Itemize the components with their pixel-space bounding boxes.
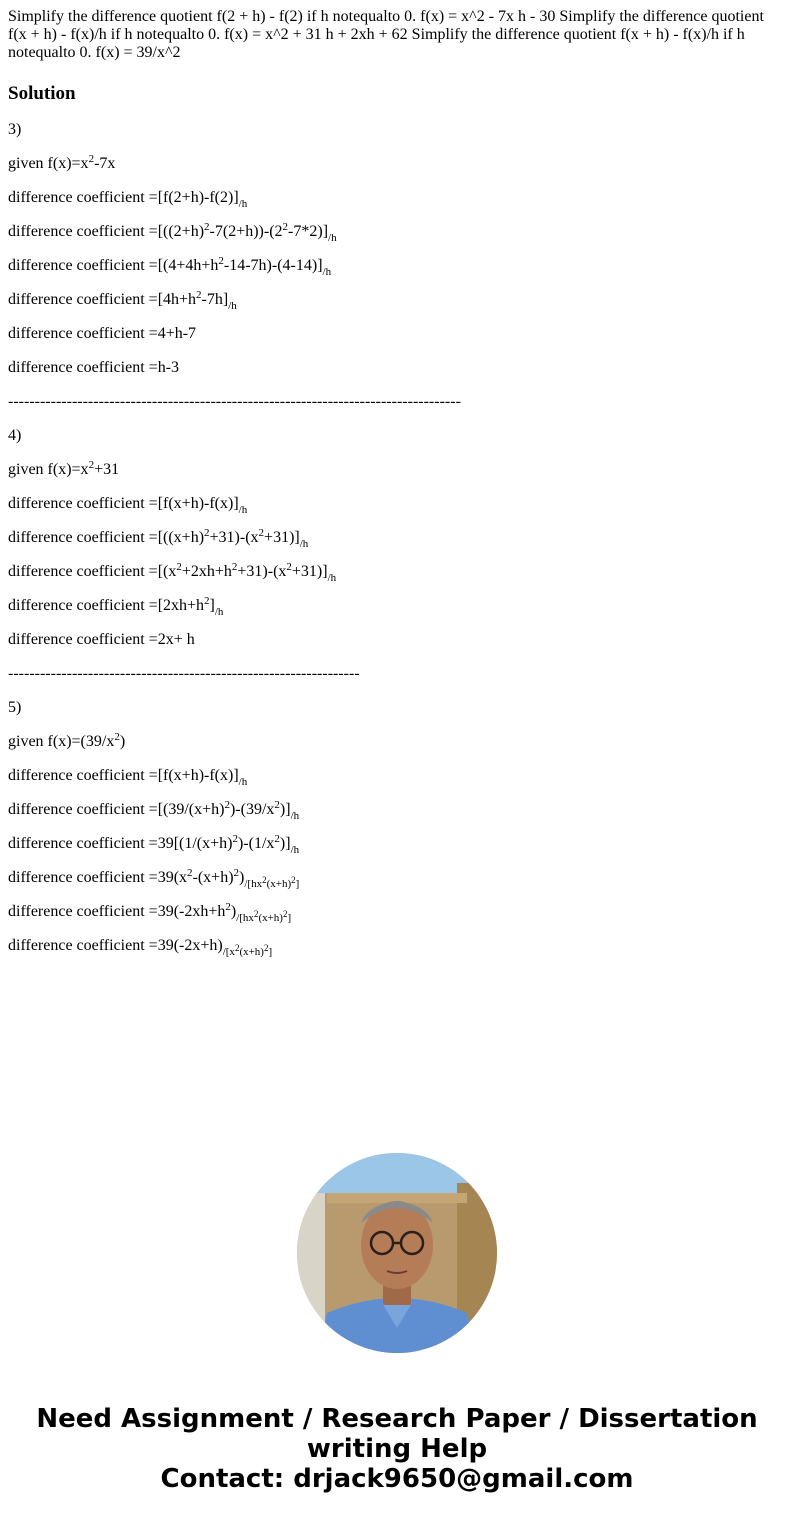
problem-4-given: given $f(x)=x^2+31$ (8, 459, 120, 478)
problem-3-step-6: difference coefficient =h-3 (8, 359, 180, 376)
problem-5-step-2: difference coefficient $=[(39/(x+h)^2)-(39/x^2)]_{/h}$ (8, 799, 300, 822)
footer-line-2: writing Help (306, 1434, 488, 1464)
problem-4-step-5: difference coefficient =2x+ h (8, 631, 195, 648)
problem-5-given: given $f(x)=(39/x^2)$ (8, 731, 126, 750)
question-text: Simplify the difference quotient f(2 + h) - f(2) if h notequalto 0. f(x) = x^2 - 7x h - 30 Simplify the difference quotient f(x + h) - f(x)/h if h notequalto 0. f(x) = x^2 + 31 h + 2xh + 62 Simplify the difference quotient f(x + h) - f(x)/h if h notequalto 0. f(x) = 39/x^2 (8, 8, 764, 61)
problem-3-step-1: difference coefficient $=[f(2+h)-f(2)]_{/h}$ (8, 189, 248, 210)
problem-5-step-3: difference coefficient $=39[(1/(x+h)^2)-(1/x^2)]_{/h}$ (8, 833, 300, 856)
problem-3-step-2: difference coefficient $=[((2+h)^2-7(2+h))-(2^2-7*2)]_{/h}$ (8, 221, 337, 244)
problem-3-step-5: difference coefficient =4+h-7 (8, 325, 197, 342)
solution-body (8, 121, 778, 958)
problem-4-step-4: difference coefficient $=[2xh+h^2]_{/h}$ (8, 595, 224, 618)
footer-contact: Contact: drjack9650@gmail.com (160, 1464, 634, 1494)
footer-banner (0, 1404, 794, 1494)
problem-4-step-3: difference coefficient $=[(x^2+2xh+h^2+31)-(x^2+31)]_{/h}$ (8, 561, 337, 584)
document-body (8, 8, 778, 971)
problem-5-step-5: difference coefficient $=39(-2xh+h^2)_{/[hx^2(x+h)^2]}$ (8, 901, 292, 924)
separator-rule: ------------------------------------------------------------------ (8, 665, 360, 682)
problem-3-step-4: difference coefficient $=[4h+h^2-7h]_{/h}$ (8, 289, 237, 312)
footer-line-1: Need Assignment / Research Paper / Dissertation (36, 1404, 758, 1434)
separator-rule: ------------------------------------------------------------------------------------- (8, 393, 461, 410)
problem-4-label: 4) (8, 427, 22, 444)
author-portrait-image (297, 1153, 497, 1353)
problem-4-step-2: difference coefficient $=[((x+h)^2+31)-(x^2+31)]_{/h}$ (8, 527, 309, 550)
problem-5-step-1: difference coefficient $=[f(x+h)-f(x)]_{/h}$ (8, 767, 248, 788)
problem-3-given: given $f(x)=x^2-7x$ (8, 153, 116, 172)
author-photo (297, 1153, 497, 1353)
solution-heading: Solution (8, 83, 76, 104)
problem-3-label: 3) (8, 121, 22, 138)
problem-5-step-6: difference coefficient $=39(-2x+h)_{/[x^2(x+h)^2]}$ (8, 937, 273, 958)
problem-5-label: 5) (8, 699, 22, 716)
problem-5-step-4: difference coefficient $=39(x^2-(x+h)^2)_{/[hx^2(x+h)^2]}$ (8, 867, 300, 890)
problem-3-step-3: difference coefficient $=[(4+4h+h^2-14-7h)-(4-14)]_{/h}$ (8, 255, 332, 278)
problem-4-step-1: difference coefficient $=[f(x+h)-f(x)]_{/h}$ (8, 495, 248, 516)
